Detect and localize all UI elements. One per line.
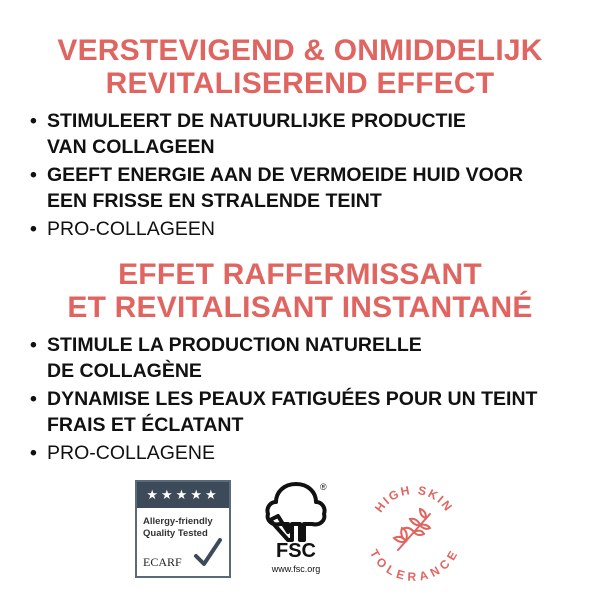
registered-mark: ®: [320, 482, 327, 492]
bullet-line: EEN FRISSE EN STRALENDE TEINT: [47, 190, 382, 212]
dutch-heading: [0, 34, 600, 100]
ecarf-brand: ECARF: [143, 555, 182, 569]
dutch-bullet-list: [0, 108, 600, 242]
bullet-line: VAN COLLAGEEN: [47, 136, 215, 158]
fsc-url: www.fsc.org: [271, 564, 321, 574]
ecarf-line1: Allergy-friendly: [143, 516, 213, 527]
leaf-branch-icon: [394, 509, 430, 550]
ecarf-logo: [135, 480, 231, 578]
bullet-line: STIMULEERT DE NATUURLIJKE PRODUCTIE: [47, 110, 466, 132]
french-heading-line1: EFFET RAFFERMISSANT: [118, 258, 482, 291]
bullet-line: DYNAMISE LES PEAUX FATIGUÉES POUR UN TEINT: [47, 388, 538, 410]
check-icon: [193, 536, 223, 570]
french-bullet-list: [0, 332, 600, 466]
list-item: [30, 216, 600, 242]
dutch-section: [0, 34, 600, 244]
bullet-line: DE COLLAGÈNE: [47, 360, 202, 382]
high-skin-tolerance-seal: [362, 480, 466, 584]
french-section: [0, 258, 600, 468]
list-item: [30, 386, 600, 438]
svg-text:HIGH SKIN: [372, 483, 456, 515]
bullet-line: PRO-COLLAGEEN: [47, 218, 215, 240]
list-item: [30, 440, 600, 466]
ecarf-line2: Quality Tested: [143, 528, 208, 539]
svg-text:TOLERANCE: [367, 547, 461, 584]
list-item: [30, 162, 600, 214]
seal-top-text: HIGH SKIN: [371, 482, 457, 515]
certification-logos: [0, 480, 600, 590]
dutch-heading-line1: VERSTEVIGEND & ONMIDDELIJK: [57, 34, 543, 67]
dutch-heading-line2: REVITALISEREND EFFECT: [105, 67, 495, 100]
seal-bottom-text: TOLERANCE: [366, 547, 462, 584]
bullet-line: FRAIS ET ÉCLATANT: [47, 414, 244, 436]
list-item: [30, 108, 600, 160]
list-item: [30, 332, 600, 384]
bullet-line: STIMULE LA PRODUCTION NATURELLE: [47, 334, 422, 356]
fsc-logo: [258, 480, 334, 586]
high-skin-tolerance-badge: [362, 480, 466, 584]
fsc-label: FSC: [276, 540, 316, 562]
bullet-line: PRO-COLLAGENE: [47, 442, 215, 464]
bullet-line: GEEFT ENERGIE AAN DE VERMOEIDE HUID VOOR: [47, 164, 523, 186]
ecarf-stars: ★★★★★: [137, 482, 229, 508]
french-heading: [0, 258, 600, 324]
french-heading-line2: ET REVITALISANT INSTANTANÉ: [67, 291, 533, 324]
